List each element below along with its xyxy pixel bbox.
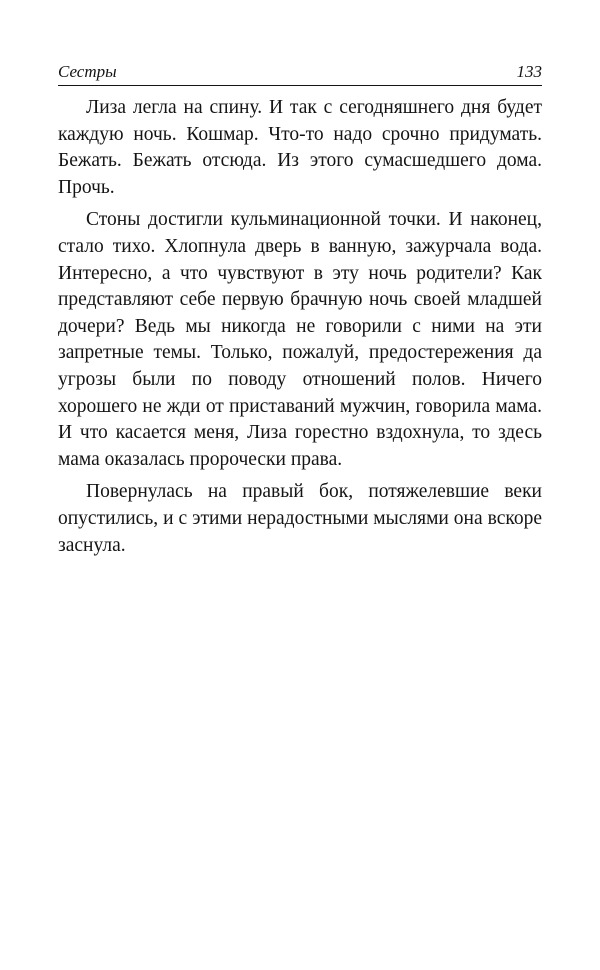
paragraph: Повернулась на правый бок, потяжелевшие веки опустились, и с этими нерадостными мыслями она вскоре заснула. xyxy=(58,481,542,556)
running-header xyxy=(58,62,542,86)
body-text xyxy=(58,95,542,559)
paragraph: Стоны достигли кульминационной точки. И наконец, стало тихо. Хлопнула дверь в ванную, зажурчала вода. Интересно, а что чувствуют в эту ночь родители? Как представляют себе первую брачную ночь своей младшей дочери? Ведь мы никогда не говорили с ними на эти запретные темы. Только, пожалуй, предостережения да угрозы были по поводу отношений полов. Ничего хорошего не жди от приставаний мужчин, говорила мама. И что касается меня, Лиза горестно вздохнула, то здесь мама оказалась пророчески права. xyxy=(58,209,542,470)
book-page xyxy=(58,62,542,565)
paragraph: Лиза легла на спину. И так с сегодняшнего дня будет каждую ночь. Кошмар. Что-то надо срочно придумать. Бежать. Бежать отсюда. Из этого сумасшедшего дома. Прочь. xyxy=(58,97,542,198)
chapter-title: Сестры xyxy=(58,62,117,81)
page-number: 133 xyxy=(516,62,542,81)
